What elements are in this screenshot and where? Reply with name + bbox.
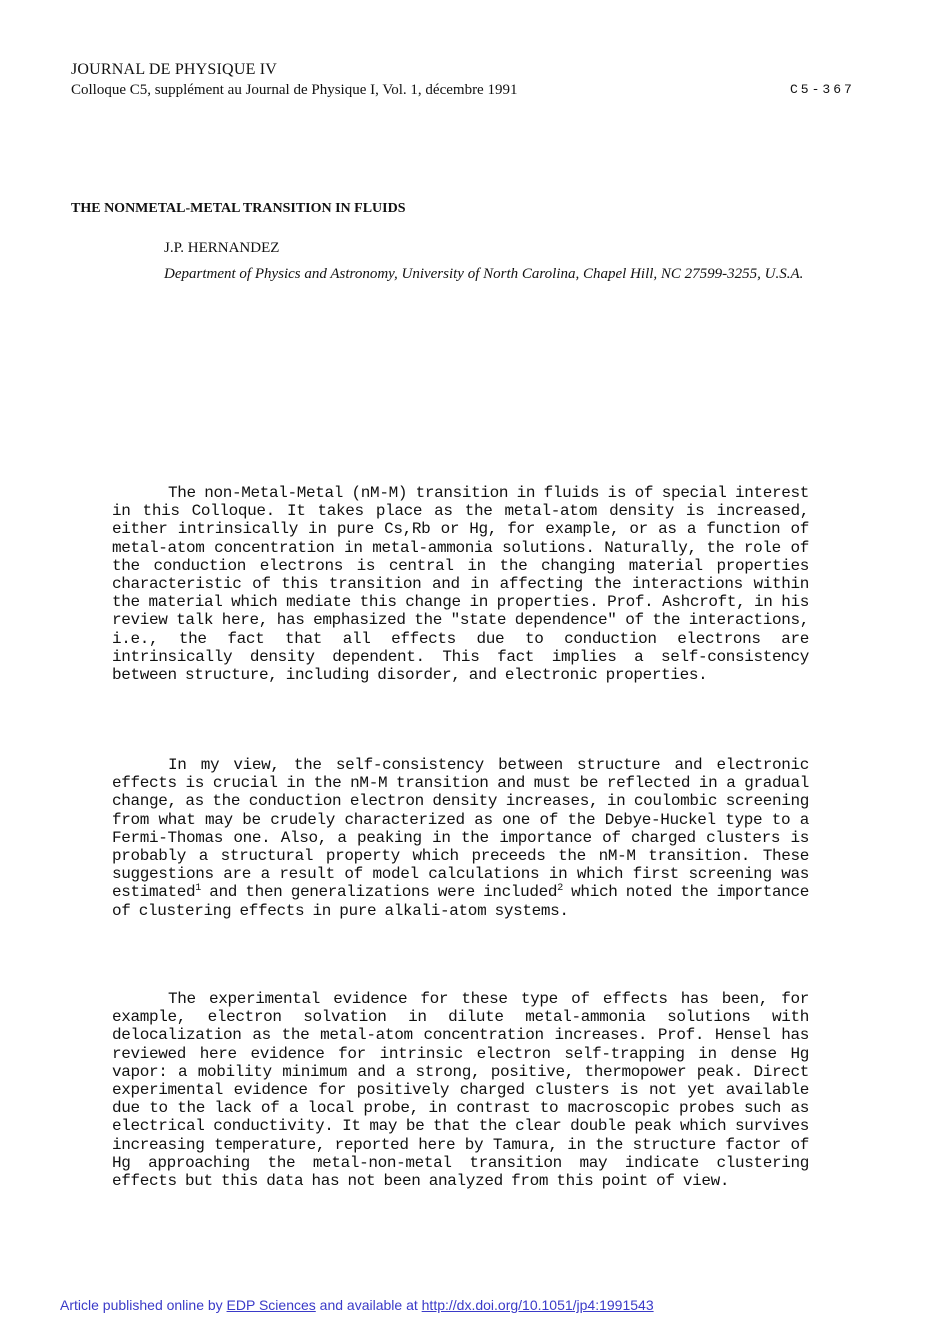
publication-footer bbox=[60, 1296, 654, 1314]
page-number: C5-367 bbox=[790, 82, 855, 97]
footer-text-middle: and available at bbox=[315, 1297, 422, 1313]
reference-marker-1: 1 bbox=[195, 883, 201, 895]
journal-subtitle: Colloque C5, supplément au Journal de Physique I, Vol. 1, décembre 1991 bbox=[71, 82, 518, 98]
reference-marker-2: 2 bbox=[557, 883, 563, 895]
journal-title: JOURNAL DE PHYSIQUE IV bbox=[71, 61, 278, 78]
body-paragraph-2 bbox=[112, 756, 809, 920]
author-name: J.P. HERNANDEZ bbox=[164, 240, 280, 256]
article-title: THE NONMETAL-METAL TRANSITION IN FLUIDS bbox=[71, 201, 406, 216]
author-affiliation: Department of Physics and Astronomy, University of North Carolina, Chapel Hill, NC 27599-3255, U.S.A. bbox=[164, 266, 804, 282]
footer-text-prefix: Article published online by bbox=[60, 1297, 227, 1313]
publisher-link[interactable]: EDP Sciences bbox=[226, 1297, 316, 1313]
body-paragraph-3: The experimental evidence for these type of effects has been, for example, electron solvation in dilute metal-ammonia solutions with delocalization as the metal-atom concentration increases. Prof. Hensel has reviewed here evidence for intrinsic electron self-trapping in dense Hg vapor: a mobility minimum and a strong, positive, thermopower peak. Direct experimental evidence for positively charged clusters is not yet available due to the lack of a local probe, in contrast to macroscopic probes such as electrical conductivity. It may be that the clear double peak which survives increasing temperature, reported here by Tamura, in the structure factor of Hg approaching the metal-non-metal transition may indicate clustering effects but this data has not been analyzed from this point of view. bbox=[112, 990, 809, 1191]
body-paragraph-1: The non-Metal-Metal (nM-M) transition in fluids is of special interest in this Colloque. It takes place as the metal-atom density is increased, either intrinsically in pure Cs,Rb or Hg, for example, or as a function of metal-atom concentration in metal-ammonia solutions. Naturally, the role of the conduction electrons is central in the changing material properties characteristic of this transition and in affecting the interactions within the material which mediate this change in properties. Prof. Ashcroft, in his review talk here, has emphasized the "state dependence" of the interactions, i.e., the fact that all effects due to conduction electrons are intrinsically density dependent. This fact implies a self-consistency between structure, including disorder, and electronic properties. bbox=[112, 484, 809, 685]
paragraph-2-text-c: which noted the importance of clustering effects in pure alkali-atom systems. bbox=[112, 883, 809, 920]
paragraph-2-text-b: and then generalizations were included bbox=[200, 883, 558, 902]
paragraph-2-text-a: In my view, the self-consistency between structure and electronic effects is crucial in the nM-M transition and must be reflected in a gradual change, as the conduction electron density increases, in coulombic screening from what may be crudely characterized as one of the Debye-Huckel type to a Fermi-Thomas one. Also, a peaking in the importance of charged clusters is probably a structural property which preceeds the nM-M transition. These suggestions are a result of model calculations in which first screening was estimated bbox=[112, 756, 809, 902]
doi-link[interactable]: http://dx.doi.org/10.1051/jp4:1991543 bbox=[421, 1297, 654, 1313]
